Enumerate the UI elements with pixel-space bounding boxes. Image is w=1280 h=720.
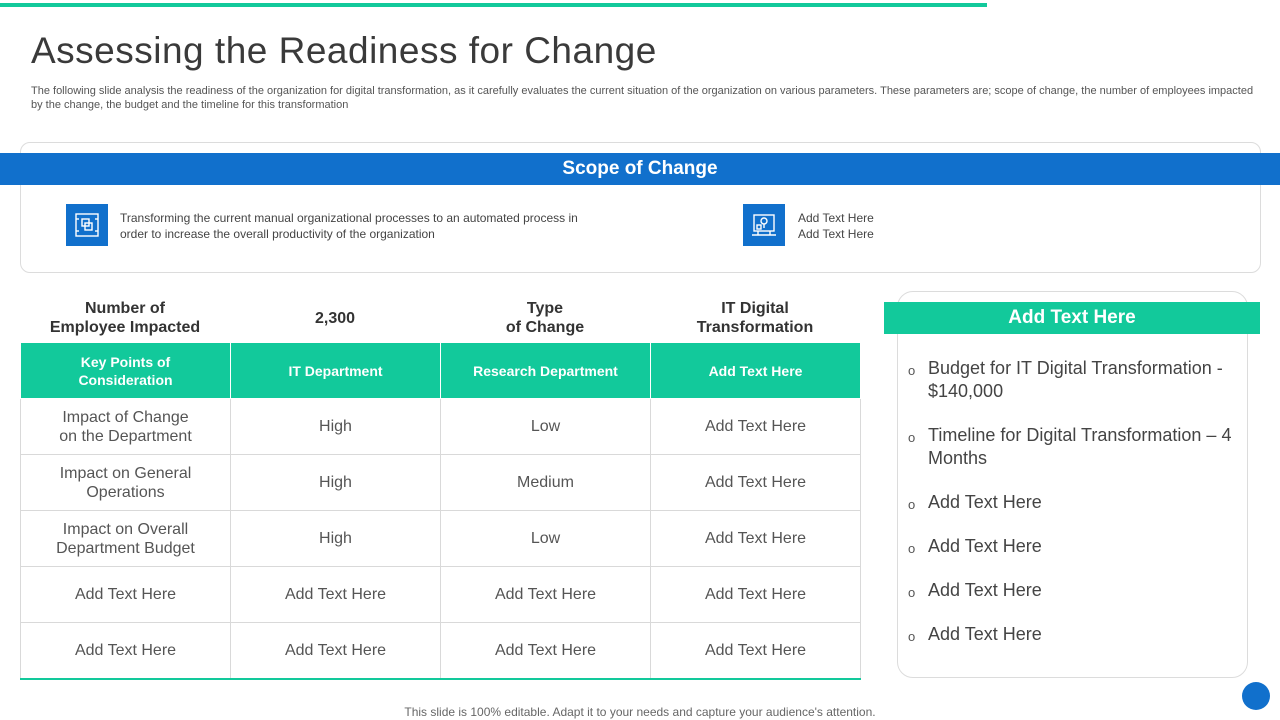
table-cell: Add Text Here bbox=[231, 567, 441, 623]
list-item bbox=[908, 579, 1238, 602]
side-panel-heading: Add Text Here bbox=[884, 302, 1260, 334]
table-row bbox=[21, 455, 861, 511]
employees-impacted-value bbox=[230, 298, 440, 338]
list-item-text: Add Text Here bbox=[928, 536, 1042, 556]
table-cell: Add Text Here bbox=[651, 399, 861, 455]
employees-impacted-label-text: Number of Employee Impacted bbox=[49, 300, 201, 336]
table-cell: Low bbox=[441, 399, 651, 455]
slide-footer: This slide is 100% editable. Adapt it to your needs and capture your audience's attention. bbox=[404, 705, 876, 719]
list-item-text: Timeline for Digital Transformation – 4 Months bbox=[928, 425, 1232, 468]
table-header: Key Points of Consideration bbox=[21, 343, 231, 399]
employees-impacted-value-text: 2,300 bbox=[314, 309, 356, 327]
bullet-marker: o bbox=[908, 629, 916, 644]
bullet-marker: o bbox=[908, 497, 916, 512]
table-cell: High bbox=[231, 511, 441, 567]
robot-machine-icon bbox=[743, 204, 785, 246]
table-row bbox=[21, 623, 861, 679]
employees-impacted-label bbox=[20, 298, 230, 338]
table-cell: Add Text Here bbox=[651, 511, 861, 567]
scope-item-1-text: Transforming the current manual organizational processes to an automated process in order to increase the overall productivity of the organization bbox=[120, 211, 578, 241]
table-header: Research Department bbox=[441, 343, 651, 399]
process-automation-icon bbox=[66, 204, 108, 246]
list-item-text: Add Text Here bbox=[928, 580, 1042, 600]
corner-dot bbox=[1242, 682, 1270, 710]
table-cell: Add Text Here bbox=[441, 623, 651, 679]
table-cell: Impact on Overall Department Budget bbox=[21, 511, 231, 567]
table-cell: High bbox=[231, 399, 441, 455]
side-panel-list bbox=[908, 357, 1238, 646]
scope-item-2-text bbox=[798, 210, 998, 242]
bullet-marker: o bbox=[908, 363, 916, 378]
slide-subtitle: The following slide analysis the readiness of the organization for digital transformation, as it carefully evaluates the current situation of the organization on various parameters. These parameters are; scope of change, the number of employees impacted by the change, the budget and the timeline for this transformation bbox=[31, 85, 1254, 111]
table-row bbox=[21, 399, 861, 455]
table-cell: Add Text Here bbox=[231, 623, 441, 679]
table-cell: High bbox=[231, 455, 441, 511]
table-cell: Add Text Here bbox=[651, 455, 861, 511]
list-item bbox=[908, 623, 1238, 646]
list-item bbox=[908, 357, 1238, 403]
scope-heading: Scope of Change bbox=[0, 153, 1280, 185]
top-accent-bar bbox=[0, 3, 987, 7]
scope-item-2-line-1: Add Text Here bbox=[798, 211, 874, 225]
table-cell: Add Text Here bbox=[651, 623, 861, 679]
change-type-label-text: Type of Change bbox=[505, 300, 585, 336]
table-cell: Add Text Here bbox=[441, 567, 651, 623]
table-header-row bbox=[21, 343, 861, 399]
change-type-label bbox=[440, 298, 650, 338]
list-item bbox=[908, 424, 1238, 470]
table-cell: Add Text Here bbox=[21, 567, 231, 623]
table-header: Add Text Here bbox=[651, 343, 861, 399]
table-row bbox=[21, 567, 861, 623]
list-item-text: Add Text Here bbox=[928, 624, 1042, 644]
table-cell: Impact of Change on the Department bbox=[21, 399, 231, 455]
list-item bbox=[908, 535, 1238, 558]
table-header: IT Department bbox=[231, 343, 441, 399]
table-row bbox=[21, 511, 861, 567]
table-cell: Add Text Here bbox=[651, 567, 861, 623]
bullet-marker: o bbox=[908, 430, 916, 445]
table-cell: Impact on General Operations bbox=[21, 455, 231, 511]
change-type-value-text: IT Digital Transformation bbox=[696, 300, 814, 336]
table-cell: Medium bbox=[441, 455, 651, 511]
list-item-text: Add Text Here bbox=[928, 492, 1042, 512]
bullet-marker: o bbox=[908, 585, 916, 600]
table-cell: Add Text Here bbox=[21, 623, 231, 679]
table-cell: Low bbox=[441, 511, 651, 567]
change-type-value bbox=[650, 298, 860, 338]
list-item-text: Budget for IT Digital Transformation - $140,000 bbox=[928, 358, 1223, 401]
readiness-table bbox=[20, 342, 861, 680]
slide-title: Assessing the Readiness for Change bbox=[31, 30, 657, 71]
bullet-marker: o bbox=[908, 541, 916, 556]
list-item bbox=[908, 491, 1238, 514]
scope-item-2-line-2: Add Text Here bbox=[798, 227, 874, 241]
